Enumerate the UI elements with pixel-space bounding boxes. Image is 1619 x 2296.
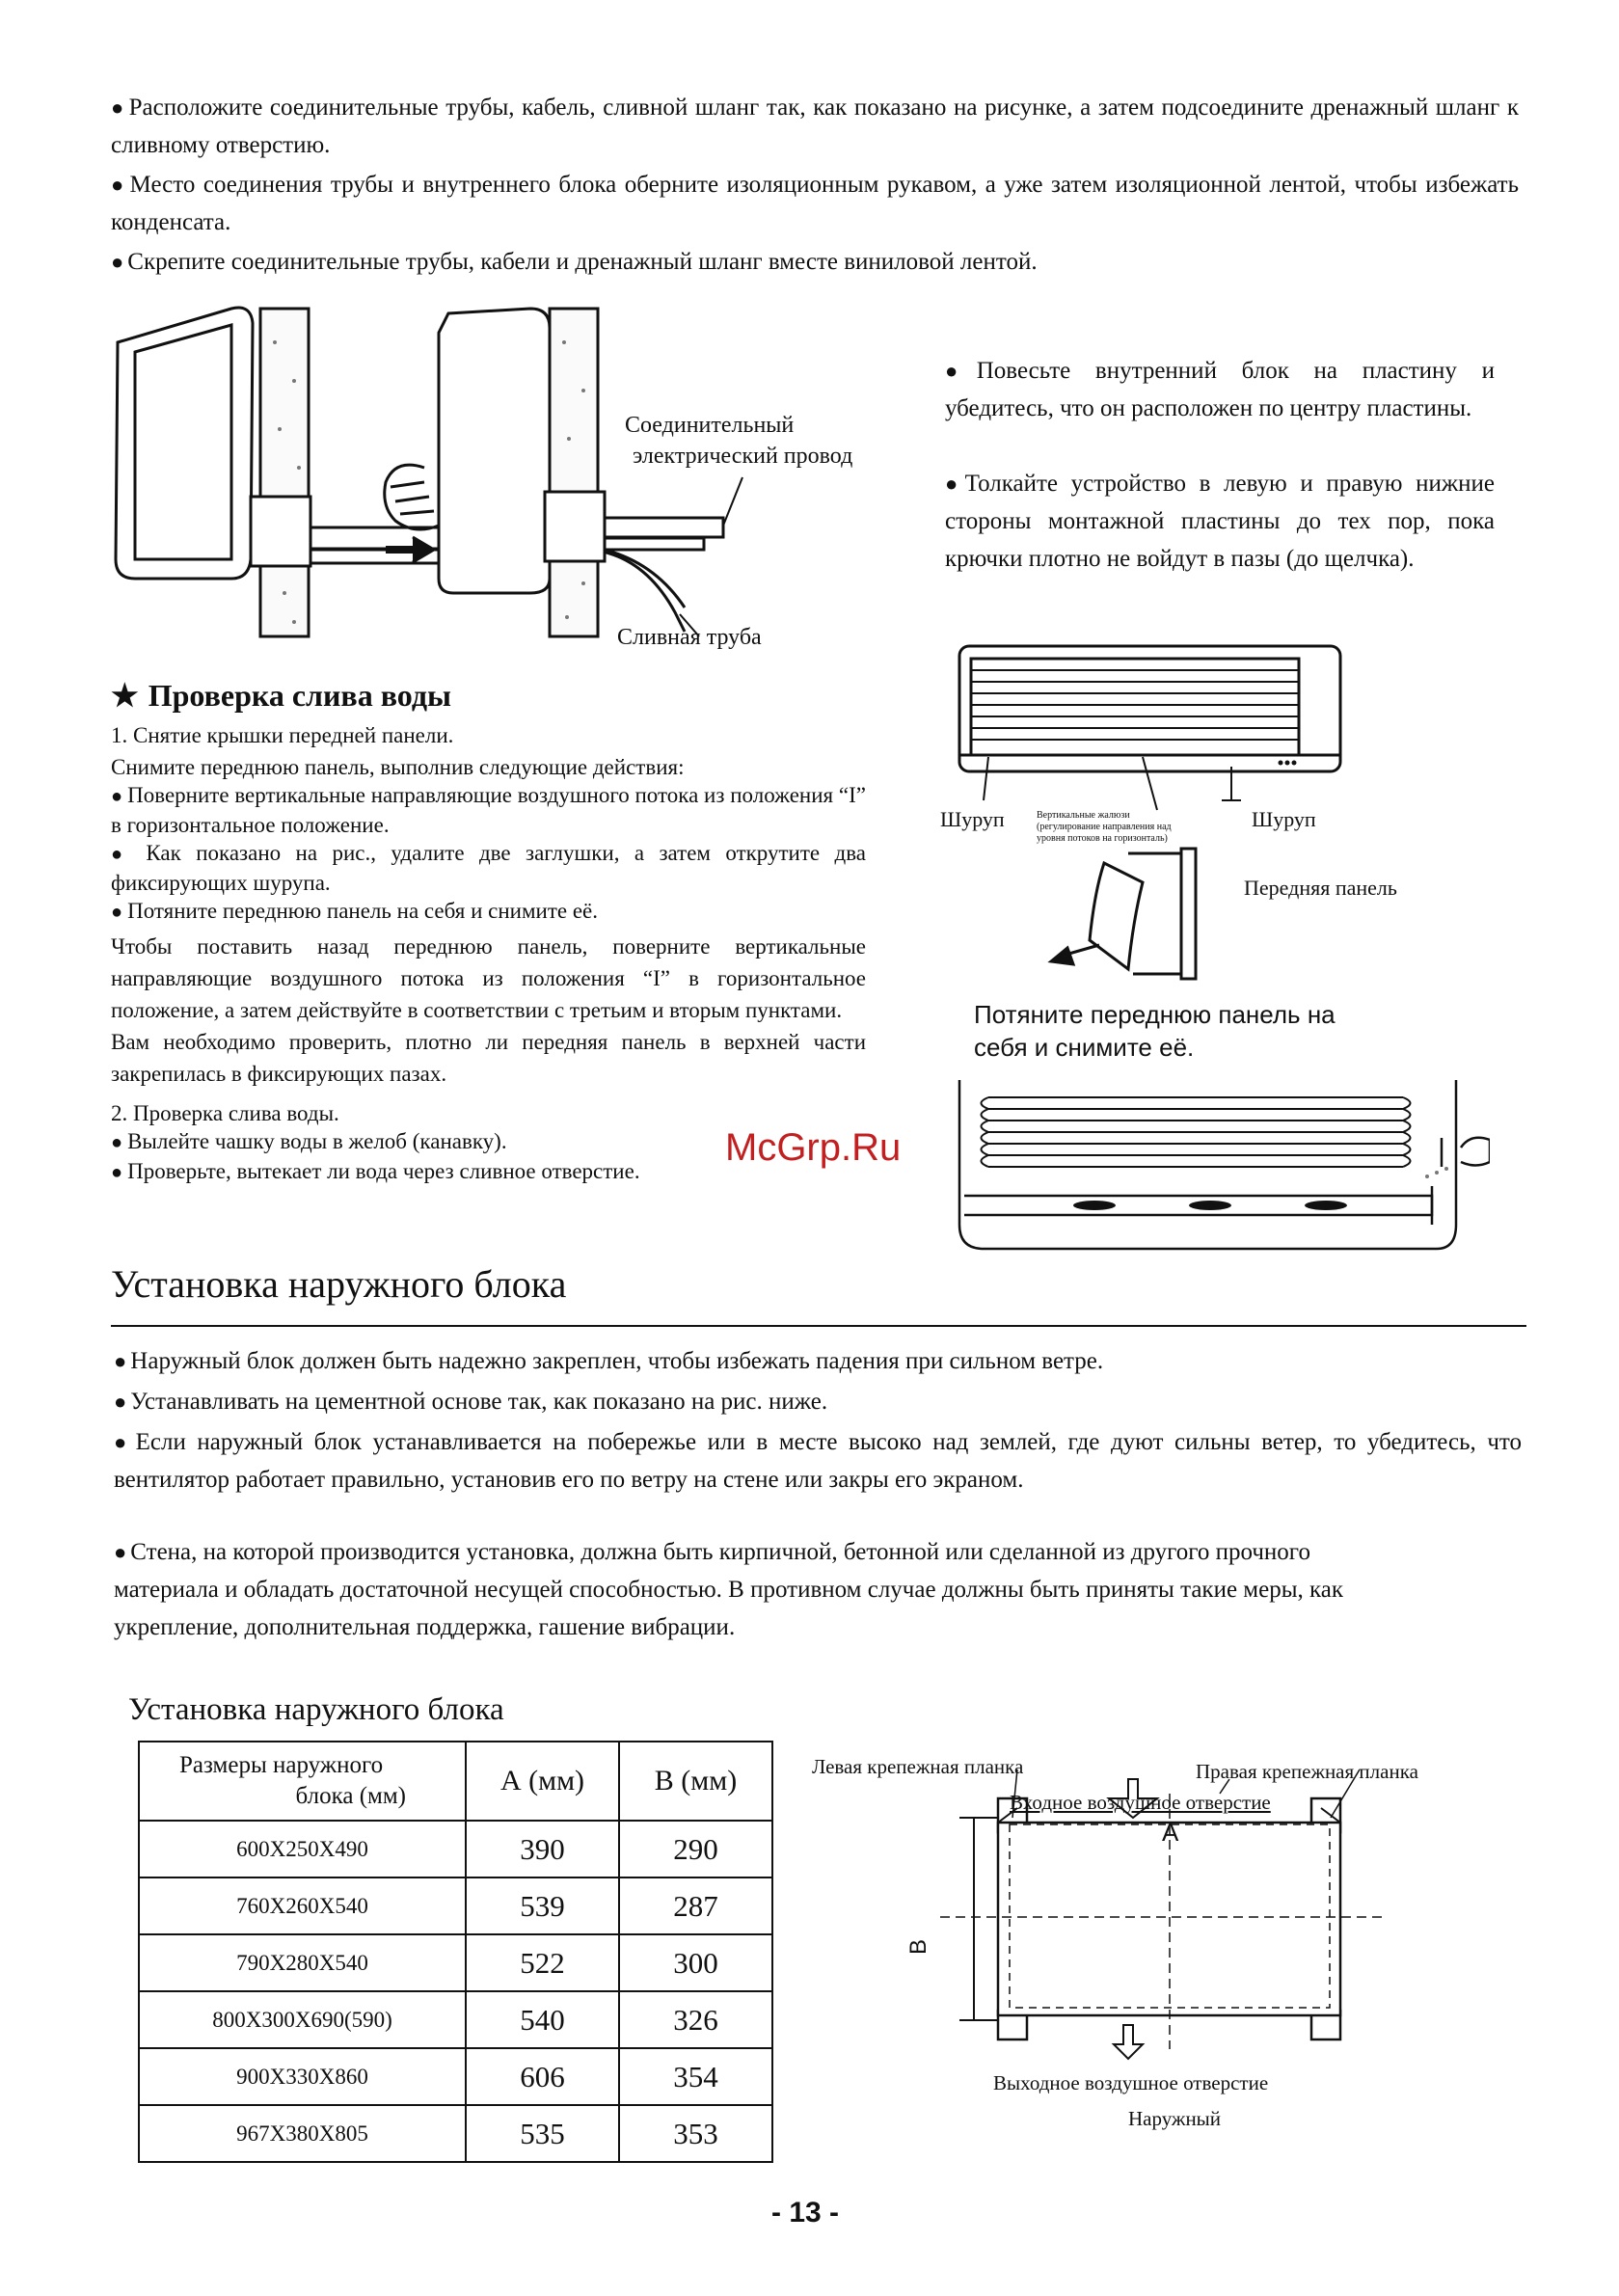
drain-para-2: Вам необходимо проверить, плотно ли передняя панель в верхней части закрепилась в фиксирующих пазах. (111, 1030, 866, 1086)
header-size-line2: блока (мм) (295, 1783, 406, 1809)
bullet-icon: ● (111, 786, 128, 807)
outlet-label: Выходное воздушное отверстие (993, 2071, 1269, 2094)
header-b: В (мм) (619, 1742, 772, 1821)
bullet-icon: ● (111, 95, 125, 120)
louver-label-line1: Вертикальные жалюзи (1037, 810, 1130, 821)
outdoor-bullet-1 (114, 1342, 1522, 1380)
right-bullet-2-text: Толкайте устройство в левую и правую нижние стороны монтажной пластины до тех пор, пока крючки плотно не войдут в пазы (до щелчка). (945, 471, 1495, 572)
bullet-icon: ● (111, 902, 128, 923)
outdoor-bullet-2 (114, 1383, 1522, 1420)
dimensions-table (138, 1741, 773, 2163)
front-panel-label: Передняя панель (1244, 876, 1397, 900)
louver-label (1037, 810, 1172, 845)
cell-size: 790X280X540 (139, 1934, 466, 1991)
bullet-icon: ● (114, 1540, 127, 1564)
drain-bullet-3-text: Потяните переднюю панель на себя и снимите её. (127, 899, 599, 923)
screw-left-label: Шуруп (940, 807, 1005, 831)
outdoor-bullet-2-text: Устанавливать на цементной основе так, как показано на рис. ниже. (130, 1389, 828, 1415)
cell-size: 967X380X805 (139, 2105, 466, 2162)
outdoor-bullet-1-text: Наружный блок должен быть надежно закреплен, чтобы избежать падения при сильном ветре. (130, 1348, 1104, 1374)
cell-size: 760X260X540 (139, 1877, 466, 1934)
right-bracket-label: Правая крепежная планка (1196, 1760, 1418, 1783)
drain-bullet-3 (111, 897, 866, 927)
cell-b: 353 (619, 2105, 772, 2162)
bullet-icon: ● (111, 1162, 128, 1183)
cell-b: 290 (619, 1821, 772, 1877)
bullet-icon: ● (111, 844, 147, 865)
header-a: А (мм) (466, 1742, 619, 1821)
drain-step2: 2. Проверка слива воды. (111, 1101, 339, 1125)
outdoor-bullet-4-text: Стена, на которой производится установка, должна быть кирпичной, бетонной или сделанной из другого прочного материала и обладать достаточной несущей способностью. В противном случае должны быть приняты такие меры, как укрепление, дополнительная поддержка, гашение вибрации. (114, 1539, 1344, 1640)
top-bullet-1 (111, 89, 1519, 164)
front-panel-caption-line1: Потяните переднюю панель на (974, 1000, 1336, 1029)
cell-size: 800X300X690(590) (139, 1991, 466, 2048)
cell-b: 300 (619, 1934, 772, 1991)
top-bullet-1-text: Расположите соединительные трубы, кабель, сливной шланг так, как показано на рисунке, а затем подсоедините дренажный шланг к сливному отверстию. (111, 95, 1519, 158)
cell-a: 390 (466, 1821, 619, 1877)
table-row (139, 1934, 772, 1991)
right-bullet-1-text: Повесьте внутренний блок на пластину и убедитесь, что он расположен по центру пластины. (945, 358, 1495, 421)
inlet-label: Входное воздушное отверстие (1010, 1791, 1271, 1814)
drain-check-title (111, 677, 451, 714)
star-icon: ★ (111, 678, 139, 713)
cable-label-line2: электрический провод (633, 444, 853, 469)
right-bullet-1 (945, 352, 1495, 427)
bullet-icon: ● (111, 1132, 128, 1153)
cell-b: 287 (619, 1877, 772, 1934)
front-panel-caption (974, 998, 1336, 1064)
bullet-icon: ● (114, 1349, 127, 1373)
bullet-icon: ● (114, 1430, 132, 1454)
drain-bullet-2-text: Как показано на рис., удалите две заглушки, а затем открутите два фиксирующих шурупа. (111, 841, 866, 895)
table-row (139, 1877, 772, 1934)
outdoor-bullet-3 (114, 1423, 1522, 1499)
right-bullet-2 (945, 465, 1495, 578)
cable-label-line1: Соединительный (625, 413, 795, 438)
drain-tray-figure (950, 1080, 1490, 1258)
header-size-line1: Размеры наружного (179, 1752, 384, 1778)
cell-size: 900X330X860 (139, 2048, 466, 2105)
louver-label-line3: уровня потоков на горизонталь) (1037, 833, 1168, 844)
cell-a: 540 (466, 1991, 619, 2048)
left-bracket-label: Левая крепежная планка (812, 1755, 1024, 1778)
outdoor-bullet-3-text: Если наружный блок устанавливается на побережье или в месте высоко над землей, где дуют сильны ветер, то убедитесь, что вентилятор работает правильно, установив его по ветру на стене или закры его экраном. (114, 1429, 1522, 1493)
drain-bullet-5-text: Проверьте, вытекает ли вода через сливное отверстие. (127, 1159, 640, 1183)
louver-label-line2: (регулирование направления над (1037, 822, 1172, 832)
cell-a: 522 (466, 1934, 619, 1991)
drain-bullet-2 (111, 839, 866, 897)
dimension-a-label: A (1162, 1818, 1179, 1847)
front-panel-caption-line2: себя и снимите её. (974, 1033, 1195, 1062)
bullet-icon: ● (111, 250, 124, 274)
top-bullet-3-text: Скрепите соединительные трубы, кабели и дренажный шланг вместе виниловой лентой. (127, 249, 1038, 275)
section-divider (111, 1325, 1526, 1327)
cell-a: 606 (466, 2048, 619, 2105)
watermark: McGrp.Ru (725, 1126, 902, 1169)
cell-b: 326 (619, 1991, 772, 2048)
bullet-icon: ● (111, 173, 126, 197)
bullet-icon: ● (114, 1390, 127, 1414)
bullet-icon: ● (945, 472, 965, 496)
page-number: - 13 - (771, 2197, 840, 2228)
cell-b: 354 (619, 2048, 772, 2105)
drain-step1: 1. Снятие крышки передней панели. (111, 723, 454, 747)
drain-intro: Снимите переднюю панель, выполнив следующие действия: (111, 755, 685, 779)
outdoor-label: Наружный (1128, 2107, 1222, 2130)
table-row (139, 1821, 772, 1877)
dimension-b-label: B (905, 1938, 932, 1956)
drain-bullet-1 (111, 781, 866, 839)
drain-bullet-4-text: Вылейте чашку воды в желоб (канавку). (127, 1129, 507, 1153)
table-row (139, 1991, 772, 2048)
outdoor-bullet-4 (114, 1533, 1367, 1646)
cell-size: 600X250X490 (139, 1821, 466, 1877)
table-row (139, 2105, 772, 2162)
header-size (139, 1742, 466, 1821)
bullet-icon: ● (945, 359, 977, 383)
screw-right-label: Шуруп (1252, 807, 1316, 831)
top-bullet-2-text: Место соединения трубы и внутреннего блока оберните изоляционным рукавом, а уже затем изоляционной лентой, чтобы избежать конденсата. (111, 172, 1519, 235)
drain-check-title-text: Проверка слива воды (148, 678, 451, 713)
outdoor-section-title: Установка наружного блока (111, 1262, 567, 1306)
drain-para-1: Чтобы поставить назад переднюю панель, поверните вертикальные направляющие воздушного потока из положения “I” в горизонтальное положение, а затем действуйте в соответствии с третьим и вторым пунктами. (111, 934, 866, 1022)
top-bullet-3 (111, 243, 1519, 281)
top-bullet-2 (111, 166, 1519, 241)
drain-pipe-label: Сливная труба (617, 625, 762, 650)
table-header-row (139, 1742, 772, 1821)
table-row (139, 2048, 772, 2105)
drain-bullet-1-text: Поверните вертикальные направляющие воздушного потока из положения “I” в горизонтальное положение. (111, 783, 866, 837)
indoor-unit-mounting-figure (106, 304, 926, 651)
drain-check-body (111, 721, 866, 1187)
cell-a: 535 (466, 2105, 619, 2162)
cable-label (625, 413, 852, 470)
cell-a: 539 (466, 1877, 619, 1934)
outdoor-subtitle: Установка наружного блока (128, 1692, 504, 1727)
